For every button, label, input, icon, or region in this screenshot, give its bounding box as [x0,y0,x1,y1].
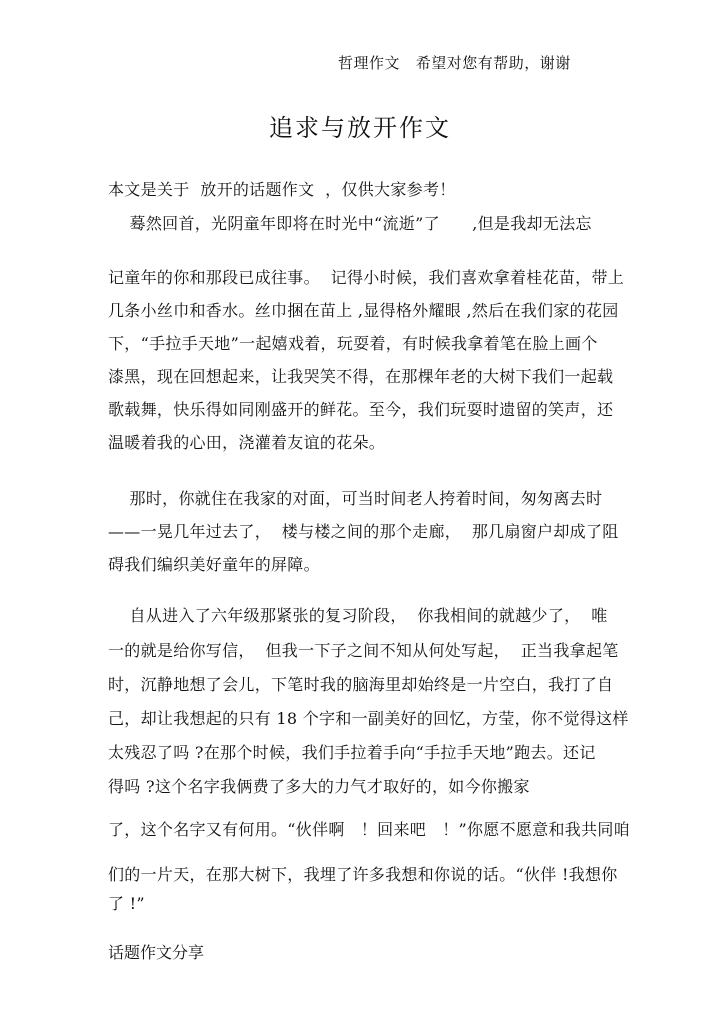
header-tag: 哲理作文 希望对您有帮助，谢谢 [338,54,571,72]
body-line: 时，沉静地想了会儿，下笔时我的脑海里却始终是一片空白，我打了自 [108,675,614,694]
body-line: 几条小丝巾和香水。丝巾捆在苗上 ,显得格外耀眼 ,然后在我们家的花园 [108,301,619,320]
body-line: 蓦然回首，光阴童年即将在时光中“流逝”了 ,但是我却无法忘 [108,214,592,233]
body-line: 本文是关于 放开的话题作文 ，仅供大家参考！ [108,180,456,199]
body-line: 们的一片天，在那大树下，我埋了许多我想和你说的话。“伙伴 !我想你 [108,865,618,884]
body-line: 温暖着我的心田，浇灌着友谊的花朵。 [108,433,386,452]
footer-label: 话题作文分享 [108,943,205,962]
body-line: 太残忍了吗 ?在那个时候，我们手拉着手向“手拉手天地”跑去。还记 [108,743,596,762]
body-line: 己，却让我想起的只有 18 个字和一副美好的回忆，方莹，你不觉得这样 [108,709,629,728]
body-line: 碍我们编织美好童年的屏障。 [108,555,320,574]
body-line: 歌载舞，快乐得如同刚盛开的鲜花。至今，我们玩耍时遗留的笑声，还 [108,400,614,419]
body-line: 了，这个名字又有何用。“伙伴啊 ！回来吧 ！”你愿不愿意和我共同咱 [108,820,630,839]
body-line: 那时，你就住在我家的对面，可当时间老人挎着时间，匆匆离去时 [108,489,603,508]
body-line: ——一晃几年过去了， 楼与楼之间的那个走廊， 那几扇窗户却成了阻 [108,522,619,541]
body-line: 自从进入了六年级那紧张的复习阶段， 你我相间的就越少了， 唯 [108,606,608,625]
body-line: 记童年的你和那段已成往事。 记得小时候，我们喜欢拿着桂花苗，带上 [108,268,625,287]
body-line: 了 !” [108,894,145,913]
body-line: 得吗 ?这个名字我俩费了多大的力气才取好的，如今你搬家 [108,777,530,796]
body-line: 漆黑，现在回想起来，让我哭笑不得，在那棵年老的大树下我们一起载 [108,367,614,386]
page-title: 追求与放开作文 [269,114,451,142]
body-line: 一的就是给你写信， 但我一下子之间不知从何处写起， 正当我拿起笔 [108,641,619,660]
body-line: 下，“手拉手天地”一起嬉戏着，玩耍着，有时候我拿着笔在脸上画个 [108,334,598,353]
